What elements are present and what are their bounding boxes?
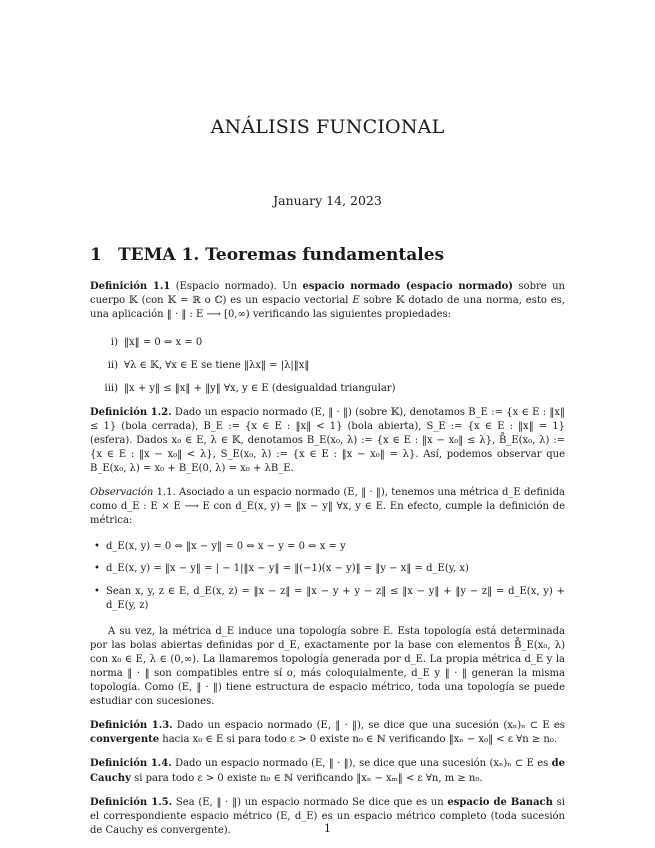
metric-properties-list [90,540,565,612]
bullet-icon: • [94,563,100,575]
definition-1-3-term: convergente [90,734,160,746]
definition-1-4-term: de Cauchy [90,758,566,784]
definition-1-1-term: espacio normado (espacio normado) [302,281,514,292]
definition-1-1-text2: sobre 𝕂 dotado de una norma, esto es, una aplicación ‖ · ‖ : E ⟶ [0,∞) verificando las siguientes propiedades: [90,295,565,321]
document-title: ANÁLISIS FUNCIONAL [210,116,445,138]
definition-1-1-text1: sobre un cuerpo 𝕂 (con 𝕂 = ℝ o ℂ) es un espacio vectorial [90,281,565,307]
observation-1-1-head: Observación [90,487,154,499]
list-item: • d_E(x, y) = ‖x − y‖ = | − 1|‖x − y‖ = ‖(−1)(x − y)‖ = ‖y − x‖ = d_E(y, x) [106,562,565,576]
bullet-icon: • [94,541,100,553]
definition-1-3-head: Definición 1.3. [90,720,173,732]
definition-1-5-term: espacio de Banach [447,796,553,808]
definition-1-3: Definición 1.3. Dado un espacio normado (E, ‖ · ‖), se dice que una sucesión (xₙ)ₙ ⊂ E es convergente hacia x₀ ∈ E si para todo ε > 0 existe n₀ ∈ ℕ verificando ‖xₙ − x₀‖ < ε ∀n ≥ n₀. [90,720,565,746]
section-number: 1 [90,245,102,265]
definition-1-1-E: E [352,295,360,307]
definition-1-1 [90,280,565,322]
list-item: • d_E(x, y) = 0 ⇔ ‖x − y‖ = 0 ⇔ x − y = 0 ⇔ x = y [106,540,565,554]
definition-1-1-paren: (Espacio normado). Un [170,281,303,292]
page-number: 1 [324,822,331,835]
definition-1-2 [90,406,565,476]
list-item: ii) ∀λ ∈ 𝕂, ∀x ∈ E se tiene ‖λx‖ = |λ|‖x‖ [107,360,310,372]
observation-1-1-text: Asociado a un espacio normado (E, ‖ · ‖), tenemos una métrica d_E definida como d_E : E × E ⟶ E con d_E(x, y) = ‖x − y‖ ∀x, y ∈ E. En efecto, cumple la definición de métrica: [90,487,565,527]
norm-properties-list [90,336,565,396]
observation-1-1-num: 1.1. [153,487,176,499]
definition-1-5-head: Definición 1.5. [90,796,173,808]
definition-1-2-text: Dado un espacio normado (E, ‖ · ‖) (sobre 𝕂), denotamos B_E := {x ∈ E : ‖x‖ ≤ 1} (bola cerrada), B_E := {x ∈ E : ‖x‖ < 1} (bola abierta), S_E := {x ∈ E : ‖x‖ = 1} (esfera). Dados x₀ ∈ E, λ ∈ 𝕂, denotamos B_E(x₀, λ) := {x ∈ E : ‖x − x₀‖ ≤ λ}, B̊_E(x₀, λ) := {x ∈ E : ‖x − x₀‖ < λ}, S_E(x₀, λ) := {x ∈ E : ‖x − x₀‖ = λ}. Así, podemos observar que B_E(x₀, λ) = x₀ + B_E(0, λ) = x₀ + λB_E. [90,406,565,474]
document-date: January 14, 2023 [273,193,382,208]
section-title: TEMA 1. Teoremas fundamentales [118,245,445,265]
definition-1-4-head: Definición 1.4. [90,758,172,770]
list-item: iii) ‖x + y‖ ≤ ‖x‖ + ‖y‖ ∀x, y ∈ E (desigualdad triangular) [104,383,396,395]
bullet-icon: • [94,585,100,597]
definition-1-1-head: Definición 1.1 [90,281,171,292]
list-item: i) ‖x‖ = 0 ⇔ x = 0 [110,337,203,349]
definition-1-5: Definición 1.5. Sea (E, ‖ · ‖) un espacio normado Se dice que es un espacio de Banach si el correspondiente espacio métrico (E, d_E) es un espacio métrico completo (toda sucesión de Cauchy es convergente). [90,796,565,836]
section-heading [90,245,444,265]
document-body [90,280,565,838]
observation-1-1 [90,486,565,528]
list-item: • Sean x, y, z ∈ E, d_E(x, z) = ‖x − z‖ = ‖x − y + y − z‖ ≤ ‖x − y‖ + ‖y − z‖ = d_E(x, y) + d_E(y, z) [94,585,565,611]
topology-paragraph: A su vez, la métrica d_E induce una topología sobre E. Esta topología está determinada por las bolas abiertas definidas por d_E, exactamente por la base con elementos B̊_E(x₀, λ) con x₀ ∈ E, λ ∈ (0,∞). La llamaremos topología generada por d_E. La propia métrica d_E y la norma ‖ · ‖ son compatibles entre sí o, más coloquialmente, d_E y ‖ · ‖ generan la misma topología. Como (E, ‖ · ‖) tiene estructura de espacio métrico, toda una topología se puede estudiar con sucesiones. [90,625,565,708]
definition-1-4: Definición 1.4. Dado un espacio normado (E, ‖ · ‖), se dice que una sucesión (xₙ)ₙ ⊂ E es de Cauchy si para todo ε > 0 existe n₀ ∈ ℕ verificando ‖xₙ − xₘ‖ < ε ∀n, m ≥ n₀. [90,758,566,784]
definition-1-2-head: Definición 1.2. [90,406,172,418]
